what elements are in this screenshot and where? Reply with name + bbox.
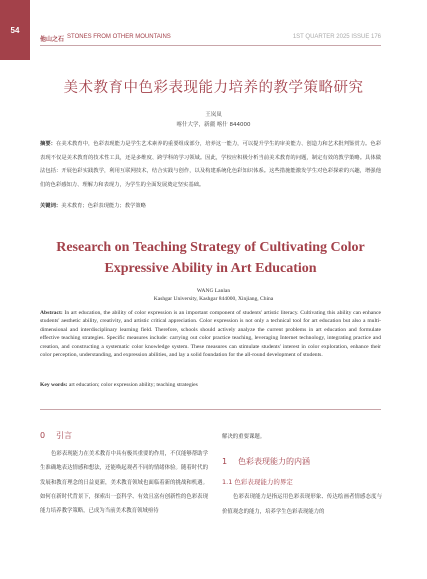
chinese-abstract-text: 在美术教育中，色彩表现能力是学生艺术素养的重要组成部分，培养这一能力，可以提升学生的审美能力、创造力和艺术批判鉴赏力。色彩表现不仅是美术教育的技术性工具，还是多维度、跨学科的学习领域。因此，学校应积极分析当前美术教育的问题，制定有效的教学策略。具体做法包括：开展色彩实践教学，利用互联网技术，结合实践与创作，以及构建系统化色彩知识体系。这些措施能激发学生对色彩探索的兴趣，增强他们的色彩感知力、理解力和表现力，为学生的全面发展奠定坚实基础。 <box>40 141 381 188</box>
chinese-title: 美术教育中色彩表现能力培养的教学策略研究 <box>63 80 364 96</box>
english-abstract-text: In art education, the ability of color expression is an important component of students' artistic literacy. Cultivating this ability can enhance students' aesthetic ability, creativity, and artistic critical appreciation. Color expression is not only a technical tool for art education but also a multi-dimensional and interdisciplinary learning field. Therefore, schools should actively analyze the current problems in art education and formulate effective teaching strategies. Specific measures include: carrying out color practice teaching, leveraging Internet technology, integrating practice and creation, and constructing a systematic color knowledge system. These measures can stimulate students' interest in color exploration, enhance their color perception, understanding, and expression abilities, and lay a solid foundation for the all-round development of students. <box>40 310 381 359</box>
english-keywords <box>40 382 381 388</box>
english-title: Research on Teaching Strategy of Cultivating Color Expressive Ability in Art Education <box>56 240 365 276</box>
section-brand-en: STONES FROM OTHER MOUNTAINS <box>67 34 171 40</box>
chinese-keywords-text: 美术教育；色彩表现能力；教学策略 <box>61 203 146 209</box>
section-heading-introduction <box>40 430 208 441</box>
introduction-paragraph: 色彩表现能力在美术教育中具有极其重要的作用，不仅能够帮助学生准确地表达情感和想法，还能唤起观者不同的情绪体验。随着时代的发展和教育理念的日益更新，美术教育领域也面临着新的挑战和机遇。如何在新时代背景下，探索出一套科学、有效且富有创新性的色彩表现能力培养教学策略，已成为当前美术教育领域亟待 <box>40 451 208 515</box>
english-keywords-label: Key words: <box>40 382 68 388</box>
section-title: 色彩表现能力的内涵 <box>238 457 310 467</box>
page-number-tab <box>0 0 30 60</box>
definition-paragraph: 色彩表现能力是指运用色彩表现形象、传达绘画者情感态度与价值观念的能力，培养学生色彩表现能力的 <box>222 494 382 515</box>
chinese-abstract-label: 摘要： <box>40 141 56 147</box>
english-keywords-text: art education; color expression ability; teaching strategies <box>68 382 198 388</box>
section-number: 0 <box>40 431 46 440</box>
left-column <box>40 430 208 518</box>
issue-info: 1ST QUARTER 2025 ISSUE 176 <box>292 34 381 40</box>
english-author: WANG Lanlan <box>196 288 231 294</box>
chinese-keywords-label: 关键词： <box>40 203 62 209</box>
page-number: 54 <box>10 25 20 35</box>
chinese-author: 王岚岚 <box>205 112 222 118</box>
right-column <box>222 430 382 519</box>
section-title: 引言 <box>56 431 72 440</box>
subsection-heading-definition: 1.1 色彩表现能力的界定 <box>222 478 293 487</box>
chinese-abstract <box>40 138 381 192</box>
header-divider <box>40 45 381 46</box>
english-abstract-label: Abstract: <box>40 310 63 316</box>
abstract-divider <box>40 409 381 410</box>
english-affiliation: Kashgar University, Kashgar 844000, Xinjiang, China <box>153 296 274 302</box>
chinese-keywords <box>40 201 381 209</box>
english-abstract <box>40 309 381 359</box>
section-brand-cn: 他山之石 <box>40 37 65 43</box>
journal-section-header <box>40 34 171 43</box>
introduction-continuation: 解决的重要课题。 <box>222 434 266 440</box>
section-number: 1 <box>222 457 228 467</box>
section-heading-connotation <box>222 456 382 467</box>
chinese-affiliation: 喀什大学，新疆 喀什 844000 <box>176 122 251 128</box>
